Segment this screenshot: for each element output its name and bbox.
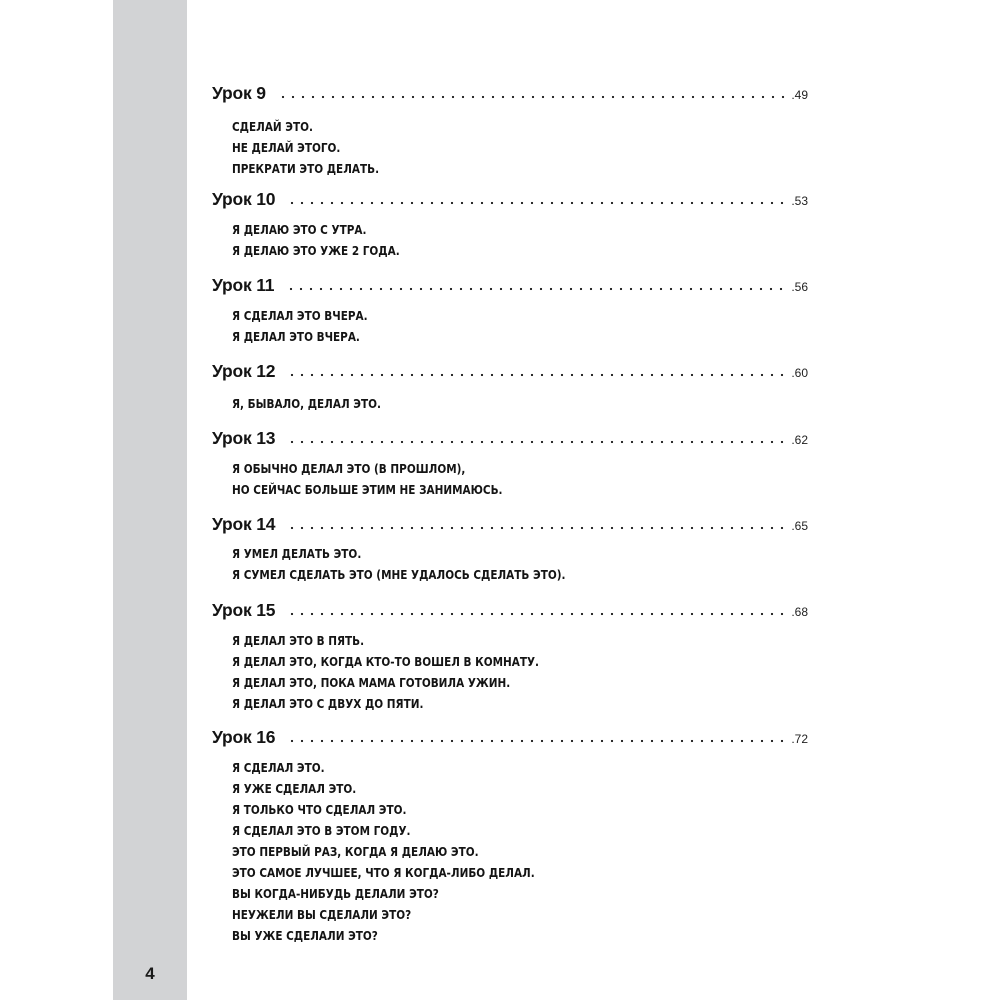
lesson-14-phrases — [232, 543, 591, 585]
toc-entry-lesson-12[interactable] — [212, 358, 808, 382]
toc-entry-lesson-11[interactable] — [212, 272, 808, 296]
phrase: НО СЕЙЧАС БОЛЬШЕ ЭТИМ НЕ ЗАНИМАЮСЬ. — [232, 482, 503, 497]
lesson-title: Урок 11 — [212, 275, 275, 295]
phrase: ЭТО САМОЕ ЛУЧШЕЕ, ЧТО Я КОГДА-ЛИБО ДЕЛАЛ. — [232, 865, 535, 880]
lesson-page-number: .49 — [791, 88, 808, 102]
lesson-16-phrases — [232, 757, 558, 946]
lesson-page-number: .60 — [791, 366, 808, 380]
lesson-page-number: .56 — [791, 280, 808, 294]
dot-leader — [287, 738, 788, 744]
page-number: 4 — [145, 964, 155, 983]
toc-entry-lesson-15[interactable] — [212, 597, 808, 621]
phrase: Я ДЕЛАЛ ЭТО С ДВУХ ДО ПЯТИ. — [232, 696, 424, 711]
phrase: Я ОБЫЧНО ДЕЛАЛ ЭТО (В ПРОШЛОМ), — [232, 461, 466, 476]
dot-leader — [287, 372, 788, 378]
phrase: ЭТО ПЕРВЫЙ РАЗ, КОГДА Я ДЕЛАЮ ЭТО. — [232, 844, 479, 859]
phrase: Я, БЫВАЛО, ДЕЛАЛ ЭТО. — [232, 396, 381, 411]
phrase: Я ДЕЛАЛ ЭТО, ПОКА МАМА ГОТОВИЛА УЖИН. — [232, 675, 511, 690]
phrase: Я ДЕЛАЮ ЭТО УЖЕ 2 ГОДА. — [232, 243, 400, 258]
lesson-page-number: .72 — [791, 732, 808, 746]
phrase: ПРЕКРАТИ ЭТО ДЕЛАТЬ. — [232, 161, 380, 176]
toc-entry-lesson-10[interactable] — [212, 186, 808, 210]
lesson-title: Урок 15 — [212, 600, 276, 620]
phrase: НЕУЖЕЛИ ВЫ СДЕЛАЛИ ЭТО? — [232, 907, 412, 922]
dot-leader — [287, 439, 788, 445]
phrase: Я СУМЕЛ СДЕЛАТЬ ЭТО (МНЕ УДАЛОСЬ СДЕЛАТЬ ЭТО). — [232, 567, 566, 582]
lesson-page-number: .68 — [791, 605, 808, 619]
phrase: Я СДЕЛАЛ ЭТО ВЧЕРА. — [232, 308, 368, 323]
toc-entry-lesson-9[interactable] — [212, 80, 808, 104]
margin-band — [113, 0, 187, 1000]
phrase: Я ТОЛЬКО ЧТО СДЕЛАЛ ЭТО. — [232, 802, 407, 817]
lesson-page-number: .53 — [791, 194, 808, 208]
toc-entry-lesson-14[interactable] — [212, 511, 808, 535]
phrase: НЕ ДЕЛАЙ ЭТОГО. — [232, 140, 341, 155]
phrase: СДЕЛАЙ ЭТО. — [232, 119, 313, 134]
lesson-12-phrases — [232, 393, 392, 414]
lesson-page-number: .62 — [791, 433, 808, 447]
phrase: Я ДЕЛАЛ ЭТО ВЧЕРА. — [232, 329, 360, 344]
lesson-title: Урок 16 — [212, 727, 276, 747]
lesson-title: Урок 13 — [212, 428, 276, 448]
lesson-title: Урок 14 — [212, 514, 276, 534]
lesson-13-phrases — [232, 458, 523, 500]
lesson-11-phrases — [232, 305, 378, 347]
dot-leader — [287, 200, 788, 206]
phrase: Я ДЕЛАЮ ЭТО С УТРА. — [232, 222, 367, 237]
lesson-15-phrases — [232, 630, 562, 714]
lesson-10-phrases — [232, 219, 412, 261]
lesson-title: Урок 10 — [212, 189, 276, 209]
lesson-9-phrases — [232, 116, 390, 179]
phrase: Я УМЕЛ ДЕЛАТЬ ЭТО. — [232, 546, 362, 561]
phrase: ВЫ КОГДА-НИБУДЬ ДЕЛАЛИ ЭТО? — [232, 886, 439, 901]
phrase: Я СДЕЛАЛ ЭТО В ЭТОМ ГОДУ. — [232, 823, 411, 838]
dot-leader — [287, 611, 788, 617]
toc-entry-lesson-13[interactable] — [212, 425, 808, 449]
lesson-title: Урок 12 — [212, 361, 276, 381]
phrase: Я ДЕЛАЛ ЭТО В ПЯТЬ. — [232, 633, 365, 648]
phrase: Я УЖЕ СДЕЛАЛ ЭТО. — [232, 781, 357, 796]
phrase: Я ДЕЛАЛ ЭТО, КОГДА КТО-ТО ВОШЕЛ В КОМНАТУ. — [232, 654, 540, 669]
phrase: ВЫ УЖЕ СДЕЛАЛИ ЭТО? — [232, 928, 378, 943]
dot-leader — [287, 525, 788, 531]
dot-leader — [286, 286, 788, 292]
dot-leader — [278, 94, 789, 100]
phrase: Я СДЕЛАЛ ЭТО. — [232, 760, 325, 775]
lesson-title: Урок 9 — [212, 83, 266, 103]
lesson-page-number: .65 — [791, 519, 808, 533]
toc-entry-lesson-16[interactable] — [212, 724, 808, 748]
